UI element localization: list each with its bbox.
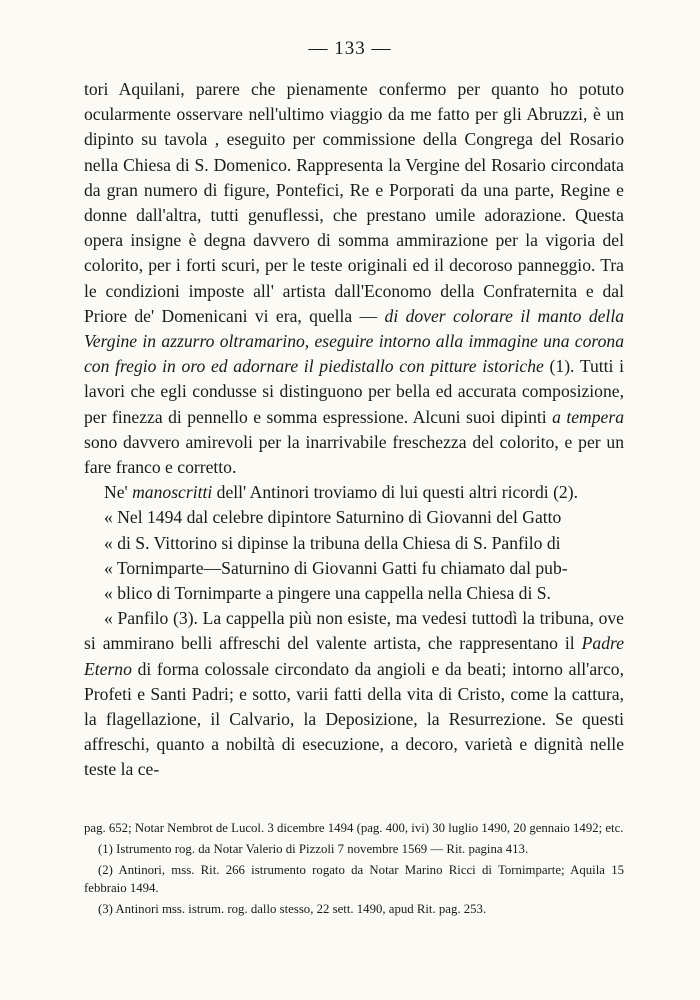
q5-text-b: di forma colossale circondato da angioli e da beati; intorno all'arco, Profeti e Santi Padri; e sotto, varii fatti della vita di Cristo, come la cattura, la flagellazione, il Calvario, la Deposizione, la Resurrezione. Se questi affreschi, quanto a nobiltà di esecuzione, a decoro, varietà e dignità nelle teste la ce-	[84, 658, 624, 780]
p1-text-b: (1). Tutti i lavori che egli condusse si distinguono per bella ed accurata composizione, per finezza di pennello e somma espressione. Alcuni suoi dipinti	[84, 356, 624, 427]
p1-text-c: sono davvero amirevoli per la inarrivabile freschezza del colorito, e per un fare franco e corretto.	[84, 431, 624, 478]
main-text	[84, 77, 624, 783]
footnote-1: (1) Istrumento rog. da Notar Valerio di Pizzoli 7 novembre 1569 — Rit. pagina 413.	[98, 842, 529, 857]
footnote-3: (3) Antinori mss. istrum. rog. dallo stesso, 22 sett. 1490, apud Rit. pag. 253.	[98, 901, 487, 916]
quote-paragraph	[84, 606, 624, 782]
footnotes	[84, 820, 624, 922]
quote-line-4: « blico di Tornimparte a pingere una cappella nella Chiesa di S.	[104, 583, 551, 604]
p2-text-b: dell' Antinori troviamo di lui questi altri ricordi (2).	[212, 482, 578, 503]
p2-text-a: Ne'	[104, 482, 133, 503]
quote-line-3: « Tornimparte—Saturnino di Giovanni Gatti fu chiamato dal pub-	[104, 557, 568, 578]
p2-italic: manoscritti	[132, 482, 213, 503]
footnote-continued: pag. 652; Notar Nembrot de Lucol. 3 dicembre 1494 (pag. 400, ivi) 30 luglio 1490, 20 gennaio 1492; etc.	[84, 821, 624, 835]
q5-text-a: « Panfilo (3). La cappella più non esiste, ma vedesi tuttodì la tribuna, ove si ammirano belli affreschi del valente artista, che rappresentano il	[84, 608, 624, 654]
p1-italic-quote: di dover colorare il manto della Vergine in azzurro oltramarino, eseguire intorno alla immagine una corona con fregio in oro ed adornare il piedistallo con pitture istoriche	[84, 305, 624, 377]
page-number: — 133 —	[308, 38, 392, 59]
p1-italic-tempera: a tempera	[552, 406, 624, 427]
q5-italic: Padre Eterno	[84, 633, 624, 679]
p1-text-a: tori Aquilani, parere che pienamente confermo per quanto ho potuto ocularmente osservare nell'ultimo viaggio da me fatto per gli Abruzzi, è un dipinto su tavola , eseguito per commissione della Congrega del Rosario nella Chiesa di S. Domenico. Rappresenta la Vergine del Rosario circondata da gran numero di figure, Pontefici, Re e Porporati da una parte, Regine e donne dall'altra, tutti genuflessi, che prestano umile adorazione. Questa opera insigne è degna davvero di somma ammirazione per la vigoria del colorito, per i forti scuri, per le teste originali ed il decoroso panneggio. Tra le condizioni imposte all' artista dall'Economo della Confraternita e dal Priore de' Domenicani vi era, quella —	[84, 79, 624, 326]
footnote-2: (2) Antinori, mss. Rit. 266 istrumento rogato da Notar Marino Ricci di Tornimparte; Aquila 15 febbraio 1494.	[84, 863, 624, 895]
quote-line-1: « Nel 1494 dal celebre dipintore Saturnino di Giovanni del Gatto	[104, 507, 562, 528]
quote-line-2: « di S. Vittorino si dipinse la tribuna della Chiesa di S. Panfilo di	[104, 532, 561, 553]
paragraph-2	[84, 480, 624, 505]
paragraph-1	[84, 77, 624, 480]
